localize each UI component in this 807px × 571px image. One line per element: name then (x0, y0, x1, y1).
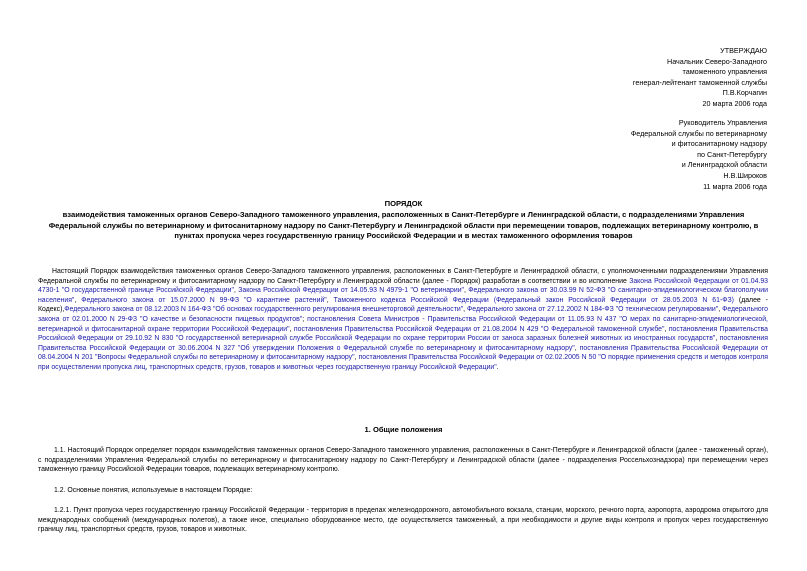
law-link[interactable]: постановления Совета Министров - Правительства Российской Федерации от 11.05.93 N 437 "О мерах по санитарно-эпидемиологической, ветеринарной и фитосанитарной охране территории Российской Федерации" (38, 315, 768, 333)
law-link[interactable]: Федерального закона от 27.12.2002 N 184-ФЗ "О техническом регулировании" (467, 306, 719, 314)
intro-text: , (74, 296, 82, 304)
approval-block-customs (633, 46, 767, 110)
intro-text: , (574, 344, 580, 352)
paragraph-1-1: 1.1. Настоящий Порядок определяет порядок взаимодействия таможенных органов Северо-Западного таможенного управления, расположенных в Санкт-Петербурге и Ленинградской области (далее - таможенный орган), с подразделениями Управления Федеральной службы по ветеринарному и фитосанитарному надзору по Санкт-Петербургу и Ленинградской области (далее - подразделения Россельхознадзора) при перемещении через таможенную границу Российской Федерации товаров, подлежащих ветеринарному контролю. (38, 447, 768, 474)
approval-line: и Ленинградской области (681, 160, 767, 170)
section-heading: 1. Общие положения (364, 425, 443, 434)
document-title: ПОРЯДОК (384, 199, 423, 208)
law-link[interactable]: Таможенного кодекса Российской Федерации (Федеральный закон Российской Федерации от 28.05.2003 N 61-ФЗ) (333, 296, 734, 304)
approval-line: по Санкт-Петербургу (697, 149, 767, 159)
intro-text: (далее - Кодекс), (38, 296, 768, 314)
law-link[interactable]: Федерального закона от 30.03.99 N 52-ФЗ "О санитарно-эпидемиологическом благополучии населения" (38, 287, 768, 304)
law-link[interactable]: Закона Российской Федерации от 14.05.93 N 4979-1 "О ветеринарии" (238, 287, 465, 295)
intro-text: , (664, 325, 669, 333)
approval-block-vet (631, 118, 767, 192)
document-subtitle: взаимодействия таможенных органов Северо-Западного таможенного управления, расположенных в Санкт-Петербурге и Ленинградской области, с подразделениями Управления Федеральной службы по ветеринарному и фитосанитарному надзору по Санкт-Петербургу и Ленинградской области при перемещении товаров, подлежащих ветеринарному контролю, в пунктах пропуска через государственную границу Российской Федерации и в местах таможенного оформления товаров (48, 210, 759, 241)
intro-text: . (496, 363, 499, 371)
approval-line: Руководитель Управления (678, 118, 767, 127)
intro-text: , (289, 325, 294, 333)
intro-text: , (718, 306, 723, 314)
approval-line: УТВЕРЖДАЮ (720, 46, 767, 55)
approval-line: генерал-лейтенант таможенной службы (632, 77, 767, 87)
intro-text: Настоящий Порядок взаимодействия таможенных органов Северо-Западного таможенного управления, расположенных в Санкт-Петербурге и Ленинградской области, с уполномоченными подразделениями Управления Федеральной службы по ветеринарному и фитосанитарному надзору по Санкт-Петербургу и Ленинградской области (далее - Порядок) разработан в соответствии и во исполнение (38, 268, 768, 285)
intro-text: , (326, 296, 334, 304)
intro-text: , (464, 287, 469, 295)
approval-line: П.В.Корчагин (722, 88, 767, 98)
approval-line: Федеральной службы по ветеринарному (630, 128, 767, 138)
law-link[interactable]: Федерального закона от 02.01.2000 N 29-ФЗ "О качестве и безопасности пищевых продуктов" (38, 306, 768, 323)
intro-text: ; (302, 315, 308, 323)
approval-line: и фитосанитарному надзору (671, 139, 767, 149)
approval-line: Н.В.Широков (723, 170, 767, 180)
law-link[interactable]: Федерального закона от 15.07.2000 N 99-ФЗ "О карантине растений" (81, 296, 327, 304)
law-link[interactable]: Закона Российской Федерации от 01.04.93 4730-1 "О государственной границе Российской Федерации" (38, 277, 769, 295)
law-link[interactable]: постановления Правительства Российской Федерации от 29.10.92 N 830 "О государственной ветеринарной службе Российской Федерации по охране территории России от заноса заразных болезней животных из иностранных государств" (38, 325, 768, 343)
intro-text: , (354, 354, 359, 362)
approval-line: 11 марта 2006 года (703, 181, 767, 191)
law-link[interactable]: постановления Правительства Российской Федерации от 08.04.2004 N 201 "Вопросы Федеральной службы по ветеринарному и фитосанитарному надзору" (38, 344, 768, 362)
approval-line: Начальник Северо-Западного (667, 56, 767, 66)
law-link[interactable]: постановления Правительства Российской Федерации от 02.02.2005 N 50 "О порядке применения средств и методов контроля при осуществлении пропуска лиц, транспортных средств, грузов, товаров и животных через государственную границу Российской Федерации" (38, 354, 768, 371)
law-link[interactable]: постановления Правительства Российской Федерации от 30.06.2004 N 327 "Об утверждении Положения о Федеральной службе по ветеринарному и фитосанитарному надзору" (38, 335, 768, 352)
paragraph-1-2: 1.2. Основные понятия, используемые в настоящем Порядке: (54, 487, 253, 494)
law-link[interactable]: постановления Правительства Российской Федерации от 21.08.2004 N 429 "О Федеральной таможенной службе" (293, 325, 665, 333)
law-link[interactable]: Федерального закона от 08.12.2003 N 164-ФЗ "Об основах государственного регулирования внешнеторговой деятельности" (64, 306, 464, 314)
intro-text: , (233, 287, 239, 295)
approval-line: 20 марта 2006 года (702, 98, 767, 108)
intro-paragraph (38, 267, 768, 373)
intro-text: , (715, 335, 720, 343)
intro-text: , (463, 306, 468, 314)
paragraph-1-2-1: 1.2.1. Пункт пропуска через государственную границу Российской Федерации - территория в пределах железнодорожного, автомобильного вокзала, станции, морского, речного порта, аэропорта, аэродрома открытого для международных сообщений (международных полетов), а также иное, специально оборудованное место, где осуществляется таможенный, а при необходимости и другие виды контроля и пропуск через государственную границу лиц, транспортных средств, грузов, товаров и животных. (38, 507, 768, 534)
approval-line: таможенного управления (682, 67, 767, 77)
